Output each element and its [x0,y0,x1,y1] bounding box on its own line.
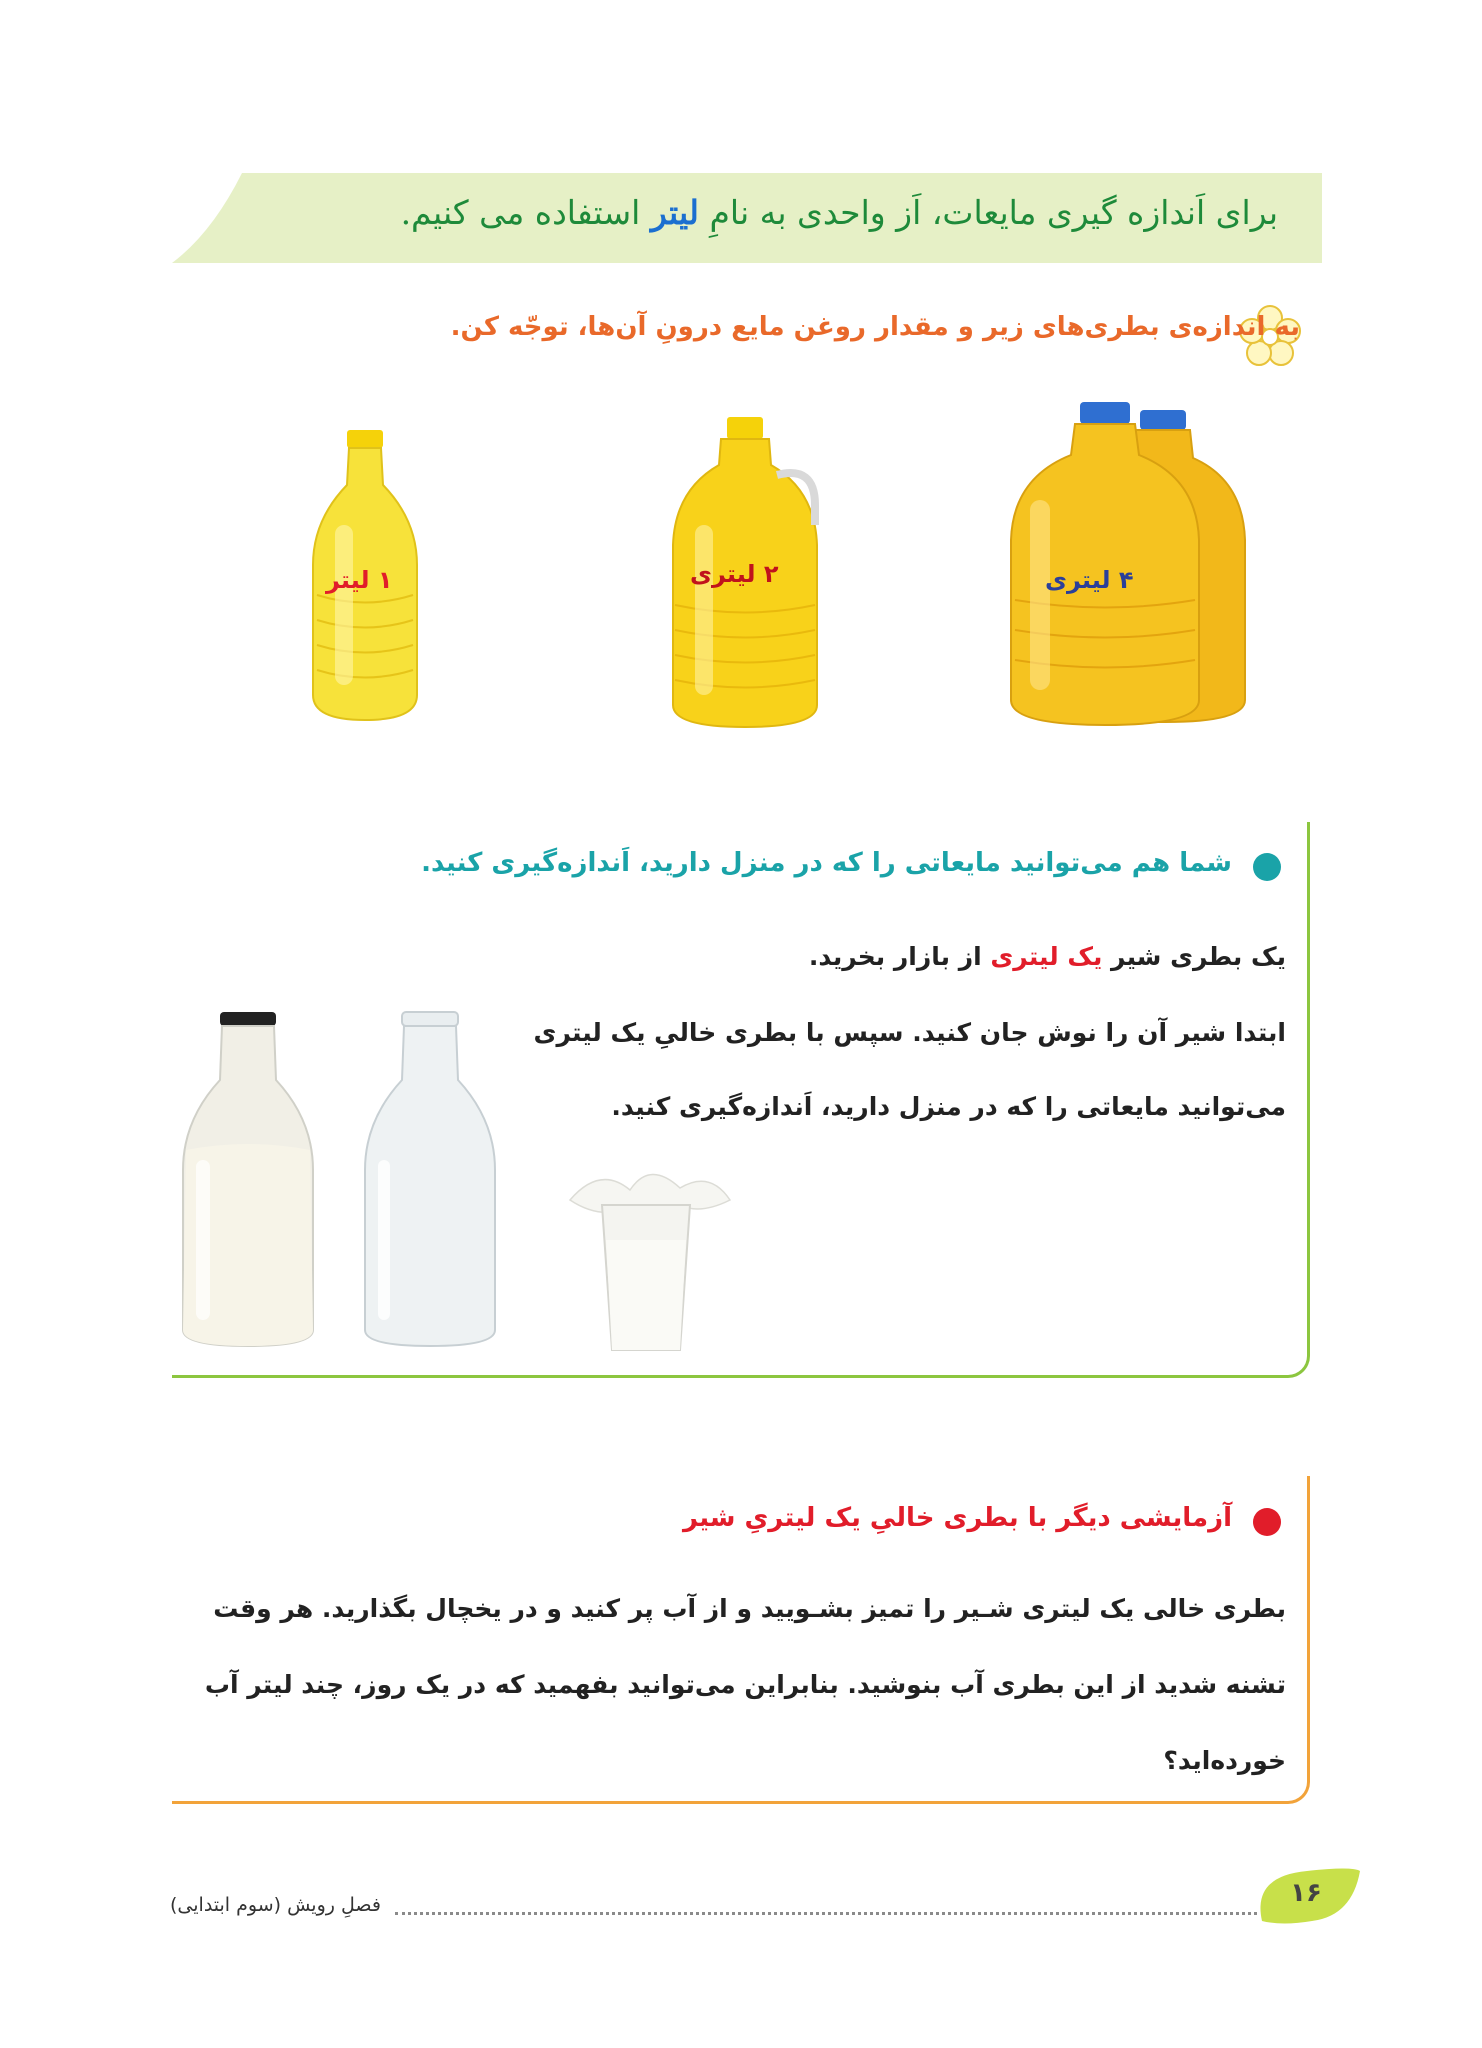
milk-glass-splash [540,1160,755,1360]
empty-milk-bottle [360,1010,500,1350]
banner-title [401,193,1278,232]
bottle-label-2: ۲ لیتری [690,560,779,588]
section1-line1-start: یک بطری شیر [1102,942,1286,971]
banner-text-after: استفاده می کنیم. [400,193,651,232]
section2-line-2: تشنه شدید از این بطری آب بنوشید. بنابراین می‌توانید بفهمید که در یک روز، چند لیتر آب [204,1670,1286,1699]
section1-title: شما هم می‌توانید مایعاتی را که در منزل دارید، اَندازه‌گیری کنید. [421,848,1232,878]
footer-dotted-line [395,1912,1257,1915]
bottle-label-1: ۱ لیتر [326,566,393,594]
section1-line-2: ابتدا شیر آن را نوش جان کنید. سپس با بطری خالیِ یک لیتری [533,1018,1286,1047]
page-number: ۱۶ [1290,1878,1322,1908]
bottle-label-4: ۴ لیتری [1045,566,1134,594]
instruction-text: به اندازه‌ی بطری‌های زیر و مقدار روغن مایع درونِ آن‌ها، توجّه کن. [450,312,1300,342]
banner-text-before: برای اَندازه گیری مایعات، اَز واحدی به نامِ [699,193,1278,232]
section1-one-liter-highlight: یک لیتری [990,942,1103,971]
oil-bottles-4-liter [975,400,1265,730]
book-title: فصلِ رویش (سوم ابتدایی) [170,1894,381,1916]
full-milk-bottle [178,1010,318,1350]
section1-line-1 [809,942,1286,971]
section1-line1-end: از بازار بخرید. [808,942,991,971]
section2-line-3: خورده‌اید؟ [1163,1746,1286,1775]
section2-title: آزمایشی دیگر با بطری خالیِ یک لیتریِ شیر [683,1503,1232,1533]
section1-line-3: می‌توانید مایعاتی را که در منزل دارید، اَندازه‌گیری کنید. [611,1092,1286,1121]
header-banner [172,173,1322,263]
section2-line-1: بطری خالی یک لیتری شـیر را تمیز بشـویید و از آب پر کنید و در یخچال بگذارید. هر وقت [213,1594,1286,1623]
teal-bullet-icon [1253,853,1281,881]
red-bullet-icon [1253,1508,1281,1536]
banner-highlight-liter: لیتر [650,193,699,232]
